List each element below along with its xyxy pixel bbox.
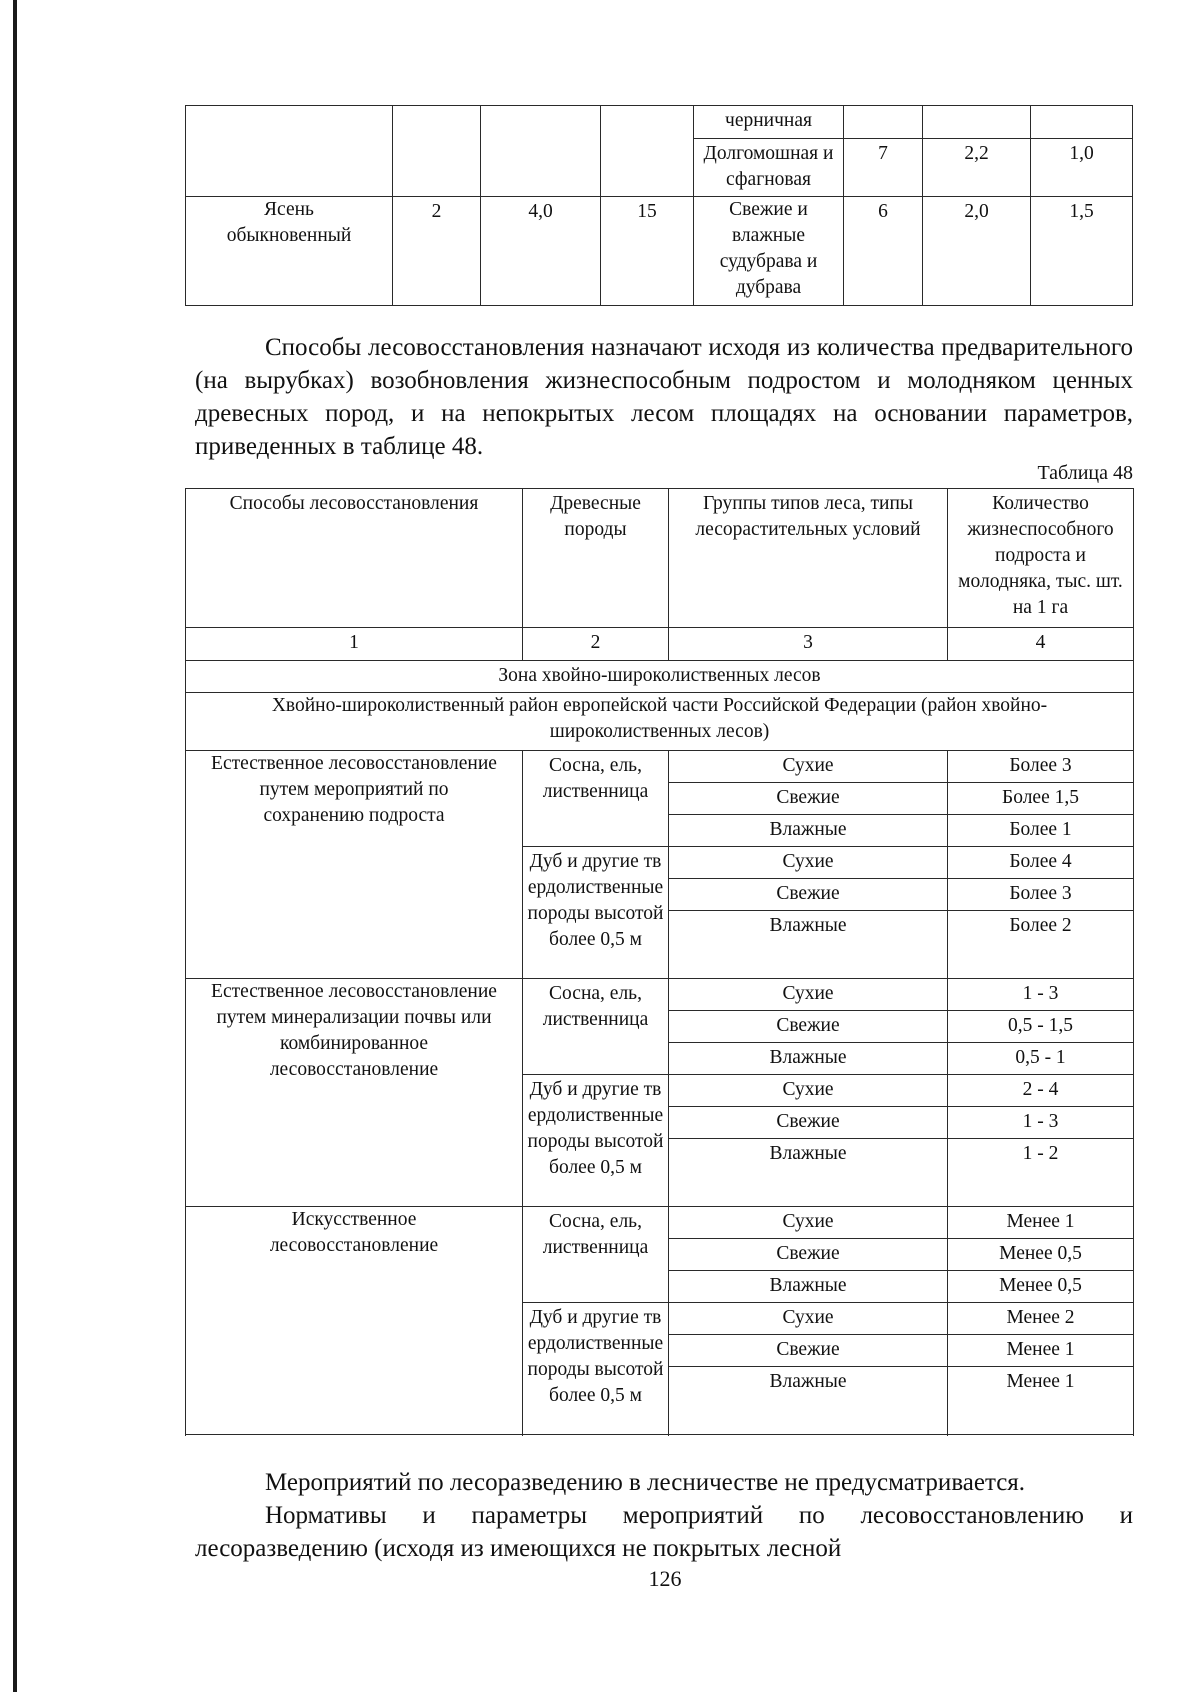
empty-cell — [844, 106, 923, 139]
empty-cell — [601, 106, 694, 197]
quantity-cell: 0,5 - 1 — [948, 1043, 1134, 1075]
table-caption: Таблица 48 — [1037, 462, 1133, 484]
condition-cell: Сухие — [669, 1303, 948, 1335]
empty-cell — [481, 106, 601, 197]
quantity-cell: Менее 0,5 — [948, 1239, 1134, 1271]
species-cell: Сосна, ель, лиственница — [523, 751, 669, 847]
quantity-cell: 2 - 4 — [948, 1075, 1134, 1107]
method-cell: Искусственное лесовосстановление — [186, 1207, 523, 1435]
quantity-cell: Более 1 — [948, 815, 1134, 847]
paragraph-afforestation: Мероприятий по лесоразведению в лесничестве не предусматривается. — [265, 1469, 1026, 1496]
table-row — [186, 979, 1134, 1011]
quantity-cell: 1 - 2 — [948, 1139, 1134, 1207]
value-cell: 15 — [601, 197, 694, 306]
continued-table — [185, 105, 1133, 306]
empty-cell — [1031, 106, 1133, 139]
header-forest-types: Группы типов леса, типы лесорастительных условий — [669, 489, 948, 628]
condition-cell: Сухие — [669, 979, 948, 1011]
forest-type-cell: Долгомошная и сфагновая — [694, 139, 844, 197]
quantity-cell: Более 3 — [948, 751, 1134, 783]
quantity-cell: Более 4 — [948, 847, 1134, 879]
species-cell — [186, 106, 393, 197]
value-cell: 6 — [844, 197, 923, 306]
condition-cell: Влажные — [669, 815, 948, 847]
quantity-cell: 1 - 3 — [948, 1107, 1134, 1139]
value-cell: 7 — [844, 139, 923, 197]
header-row — [186, 489, 1134, 628]
district-title: Хвойно-широколиственный район европейской части Российской Федерации (район хвойно-широколиственных лесов) — [186, 693, 1134, 751]
condition-cell: Свежие — [669, 1011, 948, 1043]
condition-cell: Сухие — [669, 1075, 948, 1107]
condition-cell: Влажные — [669, 911, 948, 979]
method-cell: Естественное лесовосстановление путем минерализации почвы или комбинированное лесовосстановление — [186, 979, 523, 1207]
species-cell: Сосна, ель, лиственница — [523, 979, 669, 1075]
species-cell: Ясень обыкновенный — [186, 197, 393, 306]
method-cell: Естественное лесовосстановление путем мероприятий по сохранению подроста — [186, 751, 523, 979]
value-cell: 2,2 — [923, 139, 1031, 197]
district-row — [186, 693, 1134, 751]
header-method: Способы лесовосстановления — [186, 489, 523, 628]
binder-edge — [13, 0, 17, 1692]
header-quantity: Количество жизнеспособного подроста и молодняка, тыс. шт. на 1 га — [948, 489, 1134, 628]
condition-cell: Свежие — [669, 879, 948, 911]
table-row — [186, 1207, 1134, 1239]
species-cell: Дуб и другие твердолиственные породы высотой более 0,5 м — [523, 847, 669, 979]
quantity-cell: 0,5 - 1,5 — [948, 1011, 1134, 1043]
value-cell: 2 — [393, 197, 481, 306]
header-species: Древесные породы — [523, 489, 669, 628]
condition-cell: Свежие — [669, 1239, 948, 1271]
species-cell: Дуб и другие твердолиственные породы высотой более 0,5 м — [523, 1075, 669, 1207]
column-number: 3 — [669, 628, 948, 661]
condition-cell: Влажные — [669, 1043, 948, 1075]
paragraph-reforestation-methods: Способы лесовосстановления назначают исходя из количества предварительного (на вырубках) возобновления жизнеспособным подростом и молодняком ценных древесных пород, и на непокрытых лесом площадях на основании параметров, приведенных в таблице 48. — [195, 334, 1133, 460]
species-cell: Сосна, ель, лиственница — [523, 1207, 669, 1303]
column-number: 4 — [948, 628, 1134, 661]
quantity-cell: Более 1,5 — [948, 783, 1134, 815]
forest-type-cell: черничная — [694, 106, 844, 139]
condition-cell: Сухие — [669, 751, 948, 783]
condition-cell: Свежие — [669, 783, 948, 815]
empty-cell — [923, 106, 1031, 139]
value-cell: 2,0 — [923, 197, 1031, 306]
condition-cell: Сухие — [669, 847, 948, 879]
condition-cell: Сухие — [669, 1207, 948, 1239]
value-cell: 4,0 — [481, 197, 601, 306]
quantity-cell: Менее 2 — [948, 1303, 1134, 1335]
quantity-cell: 1 - 3 — [948, 979, 1134, 1011]
quantity-cell: Менее 1 — [948, 1335, 1134, 1367]
quantity-cell: Менее 1 — [948, 1207, 1134, 1239]
zone-row — [186, 661, 1134, 693]
quantity-cell: Более 3 — [948, 879, 1134, 911]
forest-type-cell: Свежие и влажные судубрава и дубрава — [694, 197, 844, 306]
condition-cell: Свежие — [669, 1107, 948, 1139]
condition-cell: Влажные — [669, 1367, 948, 1435]
column-number: 1 — [186, 628, 523, 661]
species-cell: Дуб и другие твердолиственные породы высотой более 0,5 м — [523, 1303, 669, 1435]
table-row — [186, 106, 1133, 139]
condition-cell: Влажные — [669, 1139, 948, 1207]
table-row — [186, 197, 1133, 306]
table-48 — [185, 488, 1134, 1435]
quantity-cell: Менее 1 — [948, 1367, 1134, 1435]
empty-cell — [393, 106, 481, 197]
condition-cell: Влажные — [669, 1271, 948, 1303]
zone-title: Зона хвойно-широколиственных лесов — [186, 661, 1134, 693]
paragraph-norms: Нормативы и параметры мероприятий по лесовосстановлению и лесоразведению (исходя из имеющихся не покрытых лесной — [195, 1502, 1133, 1562]
value-cell: 1,0 — [1031, 139, 1133, 197]
quantity-cell: Менее 0,5 — [948, 1271, 1134, 1303]
quantity-cell: Более 2 — [948, 911, 1134, 979]
page-number: 126 — [648, 1566, 682, 1591]
column-number: 2 — [523, 628, 669, 661]
value-cell: 1,5 — [1031, 197, 1133, 306]
column-number-row — [186, 628, 1134, 661]
condition-cell: Свежие — [669, 1335, 948, 1367]
table-row — [186, 751, 1134, 783]
